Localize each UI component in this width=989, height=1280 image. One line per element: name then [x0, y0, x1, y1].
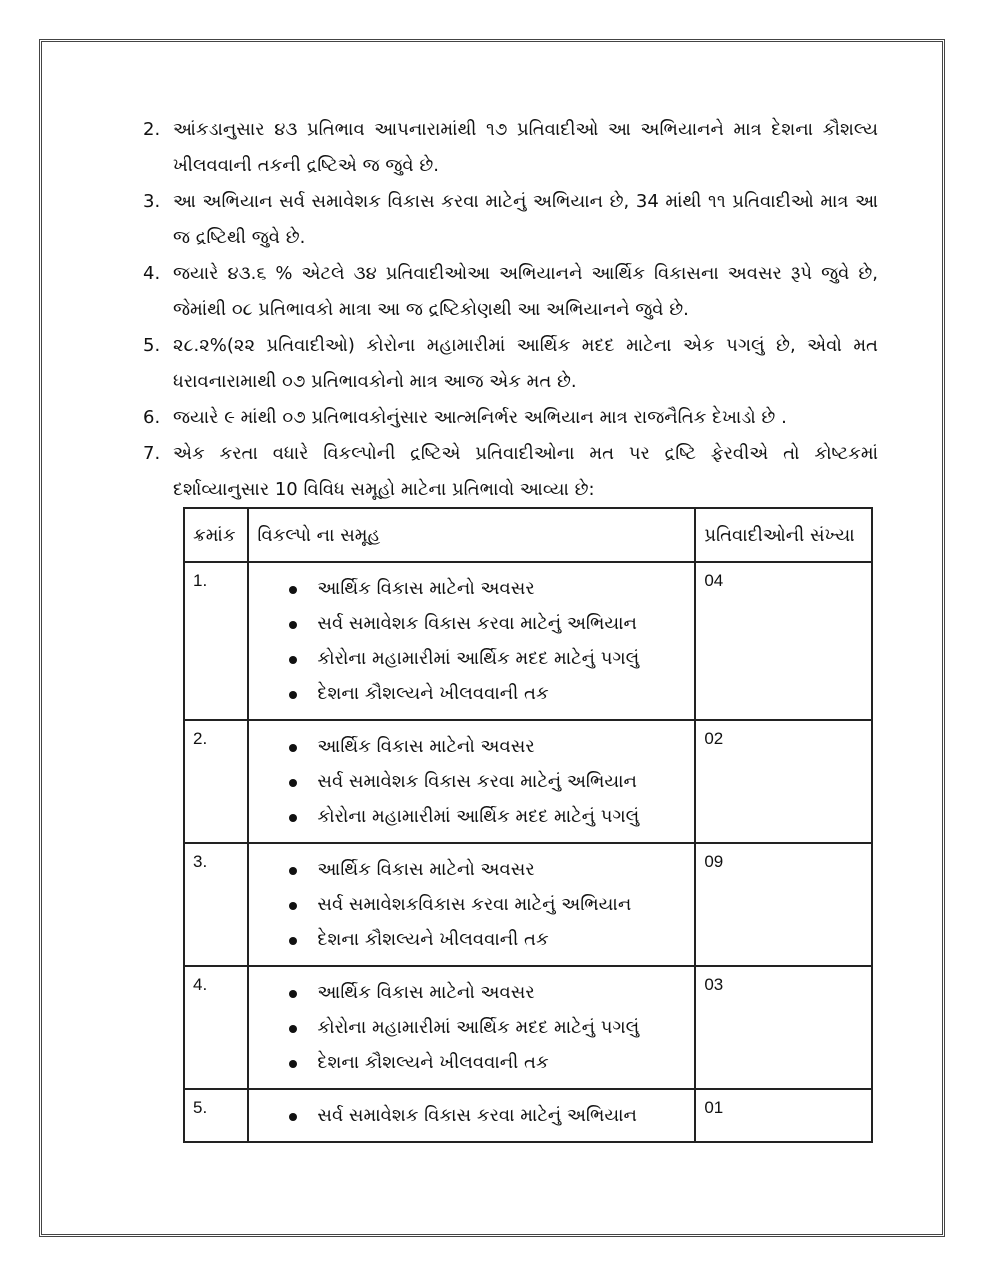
header-serial: ક્રમાંક	[184, 508, 248, 562]
table-row	[184, 966, 872, 1089]
row-count: 02	[695, 720, 872, 843]
document-body	[143, 112, 878, 508]
point-item	[143, 112, 878, 184]
point-text: જયારે ૯ માંથી ૦૭ પ્રતિભાવકોનુંસાર આત્મનિર્ભર અભિયાન માત્ર રાજનૈતિક દેખાડો છે .	[173, 407, 787, 428]
point-text: આંકડાનુસાર ૪૩ પ્રતિભાવ આપનારામાંથી ૧૭ પ્રતિવાદીઓ આ અભિયાનને માત્ર દેશના કૌશલ્ય ખીલવવાની તકની દ્રષ્ટિએ જ જુવે છે.	[173, 119, 878, 176]
option-item: આર્થિક વિકાસ માટેનો અવસર	[257, 571, 686, 606]
point-number: 4.	[143, 263, 161, 284]
row-count: 01	[695, 1089, 872, 1142]
table-row	[184, 843, 872, 966]
option-item: કોરોના મહામારીમાં આર્થિક મદદ માટેનું પગલું	[257, 641, 686, 676]
point-text: જયારે ૪૩.૬ % એટલે ૩૪ પ્રતિવાદીઓઆ અભિયાનને આર્થિક વિકાસના અવસર રૂપે જુવે છે, જેમાંથી ૦૮ પ્રતિભાવકો માત્રા આ જ દ્રષ્ટિકોણથી આ અભિયાનને જુવે છે.	[173, 263, 878, 320]
row-count: 03	[695, 966, 872, 1089]
option-item: દેશના કૌશલ્યને ખીલવવાની તક	[257, 1045, 686, 1080]
row-options	[248, 720, 695, 843]
header-option-groups: વિકલ્પો ના સમૂહ	[248, 508, 695, 562]
row-serial: 5.	[184, 1089, 248, 1142]
option-item: આર્થિક વિકાસ માટેનો અવસર	[257, 975, 686, 1010]
point-item	[143, 256, 878, 328]
table-header-row	[184, 508, 872, 562]
row-count: 09	[695, 843, 872, 966]
point-item	[143, 400, 878, 436]
row-serial: 4.	[184, 966, 248, 1089]
option-item: કોરોના મહામારીમાં આર્થિક મદદ માટેનું પગલું	[257, 799, 686, 834]
point-text: ૨૮.૨%(૨૨ પ્રતિવાદીઓ) કોરોના મહામારીમાં આર્થિક મદદ માટેના એક પગલું છે, એવો મત ધરાવનારામાથી ૦૭ પ્રતિભાવકોનો માત્ર આજ એક મત છે.	[173, 335, 878, 392]
option-item: સર્વ સમાવેશકવિકાસ કરવા માટેનું અભિયાન	[257, 887, 686, 922]
row-options	[248, 843, 695, 966]
header-respondent-count: પ્રતિવાદીઓની સંખ્યા	[695, 508, 872, 562]
row-count: 04	[695, 562, 872, 720]
option-item: કોરોના મહામારીમાં આર્થિક મદદ માટેનું પગલું	[257, 1010, 686, 1045]
row-options	[248, 562, 695, 720]
point-item	[143, 184, 878, 256]
option-item: દેશના કૌશલ્યને ખીલવવાની તક	[257, 676, 686, 711]
option-item: આર્થિક વિકાસ માટેનો અવસર	[257, 852, 686, 887]
options-group-table	[183, 507, 873, 1143]
option-item: સર્વ સમાવેશક વિકાસ કરવા માટેનું અભિયાન	[257, 1098, 686, 1133]
row-options	[248, 966, 695, 1089]
row-serial: 1.	[184, 562, 248, 720]
option-item: આર્થિક વિકાસ માટેનો અવસર	[257, 729, 686, 764]
row-serial: 3.	[184, 843, 248, 966]
point-number: 5.	[143, 335, 161, 356]
point-number: 3.	[143, 191, 161, 212]
point-item	[143, 328, 878, 400]
point-number: 2.	[143, 119, 161, 140]
table-row	[184, 562, 872, 720]
option-item: દેશના કૌશલ્યને ખીલવવાની તક	[257, 922, 686, 957]
point-number: 6.	[143, 407, 161, 428]
option-item: સર્વ સમાવેશક વિકાસ કરવા માટેનું અભિયાન	[257, 764, 686, 799]
row-serial: 2.	[184, 720, 248, 843]
point-item	[143, 436, 878, 508]
point-number: 7.	[143, 443, 161, 464]
table-row	[184, 720, 872, 843]
row-options	[248, 1089, 695, 1142]
numbered-points-list	[143, 112, 878, 508]
table-row	[184, 1089, 872, 1142]
point-text: આ અભિયાન સર્વ સમાવેશક વિકાસ કરવા માટેનું અભિયાન છે, 34 માંથી ૧૧ પ્રતિવાદીઓ માત્ર આ જ દ્રષ્ટિથી જુવે છે.	[173, 191, 878, 248]
point-text: એક કરતા વધારે વિકલ્પોની દ્રષ્ટિએ પ્રતિવાદીઓના મત પર દ્રષ્ટિ ફેરવીએ તો કોષ્ટકમાં દર્શાવ્યાનુસાર 10 વિવિધ સમૂહો માટેના પ્રતિભાવો આવ્યા છે:	[173, 443, 878, 500]
option-item: સર્વ સમાવેશક વિકાસ કરવા માટેનું અભિયાન	[257, 606, 686, 641]
